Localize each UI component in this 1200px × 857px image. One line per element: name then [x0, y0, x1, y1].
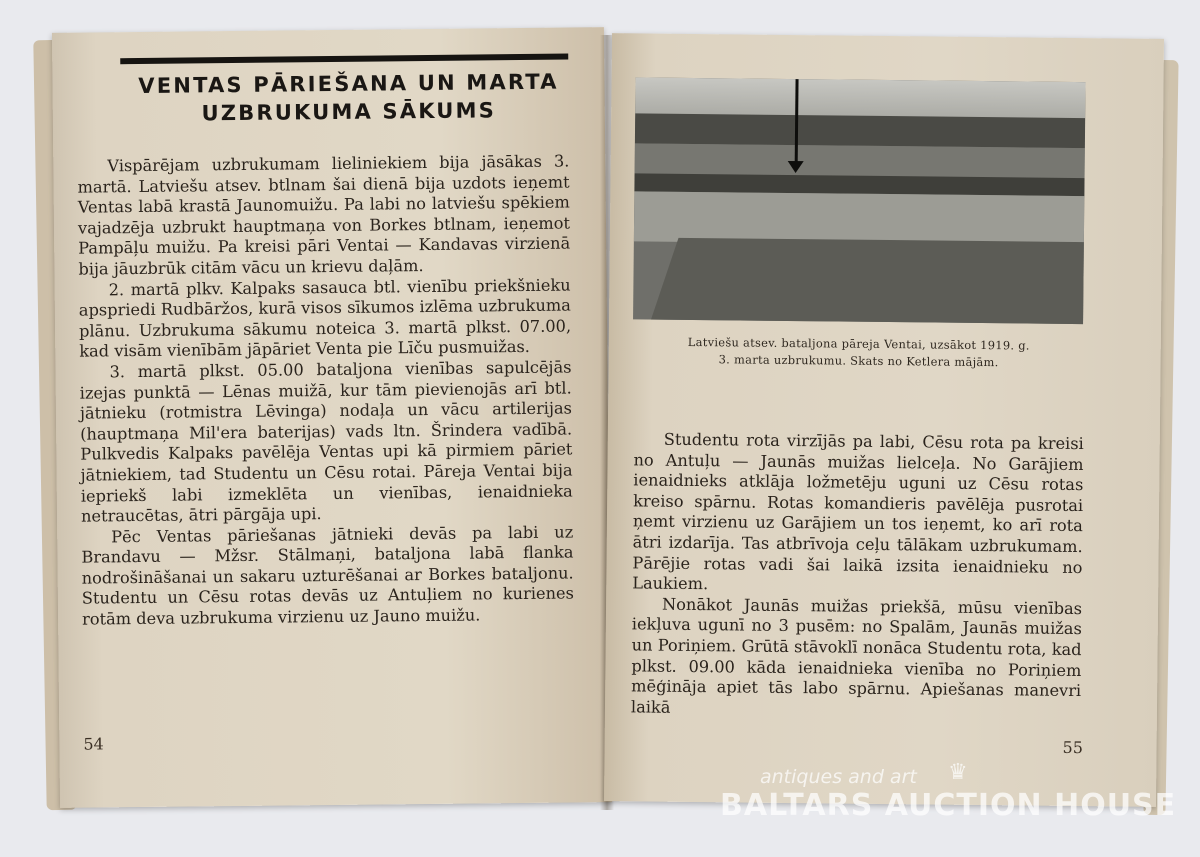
watermark-brand: BALTARS AUCTION HOUSE: [720, 788, 1177, 823]
photo-caption: [631, 333, 1087, 372]
watermark-tagline: antiques and art: [760, 766, 917, 788]
crown-icon: ♛: [948, 760, 968, 785]
right-body-text: [631, 429, 1084, 722]
chapter-title-line1: VENTAS PĀRIEŠANA UN MARTA: [138, 69, 559, 99]
chapter-title-line2: UZBRUKUMA SĀKUMS: [201, 98, 497, 126]
paragraph: Studentu rota virzījās pa labi, Cēsu rota pa kreisi no Antuļu — Jaunās muižas lielceļa. No Garājiem ienaidnieks atklāja ložmetēju uguni uz Cēsu rotas kreiso spārnu. Rotas komandieris pavēlēja pusrotai ņemt virzienu uz Garājiem un tos ieņemt, ko arī rota ātri izdarīja. Tas atbrīvoja ceļu tālākam uzbrukumam. Pārējie rotas vadi šai laikā izsita ienaidnieku no Laukiem.: [632, 429, 1084, 594]
page-number-left: 54: [83, 734, 104, 754]
historical-photo: [633, 77, 1086, 324]
photo-caption-line1: Latviešu atsev. bataljona pāreja Ventai, uzsākot 1919. g.: [687, 334, 1030, 353]
photo-caption-line2: 3. marta uzbrukumu. Skats no Ketlera mājām.: [718, 352, 999, 370]
paragraph: 2. martā plkv. Kalpaks sasauca btl. vienību priekšnieku apspriedi Rudbāržos, kurā visos sīkumos izlēma uzbrukuma plānu. Uzbrukuma sākumu noteica 3. martā plkst. 07.00, kad visām vienībām jāpāriet Venta pie Līču pusmuižas.: [78, 275, 572, 361]
left-body-text: [77, 152, 574, 631]
chapter-title: [118, 67, 579, 128]
paragraph: Vispārējam uzbrukumam lieliniekiem bija jāsākas 3. martā. Latviešu atsev. btlnam šai dienā bija uzdots ieņemt Ventas labā krastā Jaunomuižu. Pa labi no latviešu spēkiem vajadzēja uzbrukt hauptmaņa von Borkes btlnam, ieņemot Pampāļu muižu. Pa kreisi pāri Ventai — Kandavas virzienā bija jāuzbrūk citām vācu un krievu daļām.: [77, 151, 571, 279]
right-page: [604, 33, 1164, 807]
left-page: [52, 27, 612, 808]
page-number-right: 55: [1062, 737, 1084, 758]
paragraph: Nonākot Jaunās muižas priekšā, mūsu vienības iekļuva ugunī no 3 pusēm: no Spalām, Jaunās muižas un Poriņiem. Grūtā stāvoklī nonāca Studentu rota, kad plkst. 09.00 kāda ienaidnieka vienība no Poriņiem mēģināja apiet tās labo spārnu. Apiešanas manevri laikā: [630, 594, 1083, 717]
paragraph: Pēc Ventas pāriešanas jātnieki devās pa labi uz Brandavu — Mžsr. Stālmaņi, bataljona labā flanka nodrošināšanai un sakaru uzturēšanai ar Borkes bataljonu. Studentu un Cēsu rotas devās uz Antuļiem no kurienes rotām deva uzbrukuma virzienu uz Jauno muižu.: [81, 522, 574, 629]
title-rule: [120, 54, 568, 65]
watermark: [720, 760, 1177, 830]
paragraph: 3. martā plkst. 05.00 bataljona vienības sapulcējās izejas punktā — Lēnas muižā, kur tām pievienojās arī btl. jātnieku (rotmistra Lēvinga) nodaļa un vācu artilerijas (hauptmaņa Mil'era baterijas) vads ltn. Šrindera vadībā. Pulkvedis Kalpaks pavēlēja Ventas upi kā pirmiem pāriet jātniekiem, tad Studentu un Cēsu rotai. Pāreja Ventai bija iepriekš labi izmeklēta un vienības, ienaidnieka netraucētas, ātri pārgāja upi.: [79, 357, 573, 526]
